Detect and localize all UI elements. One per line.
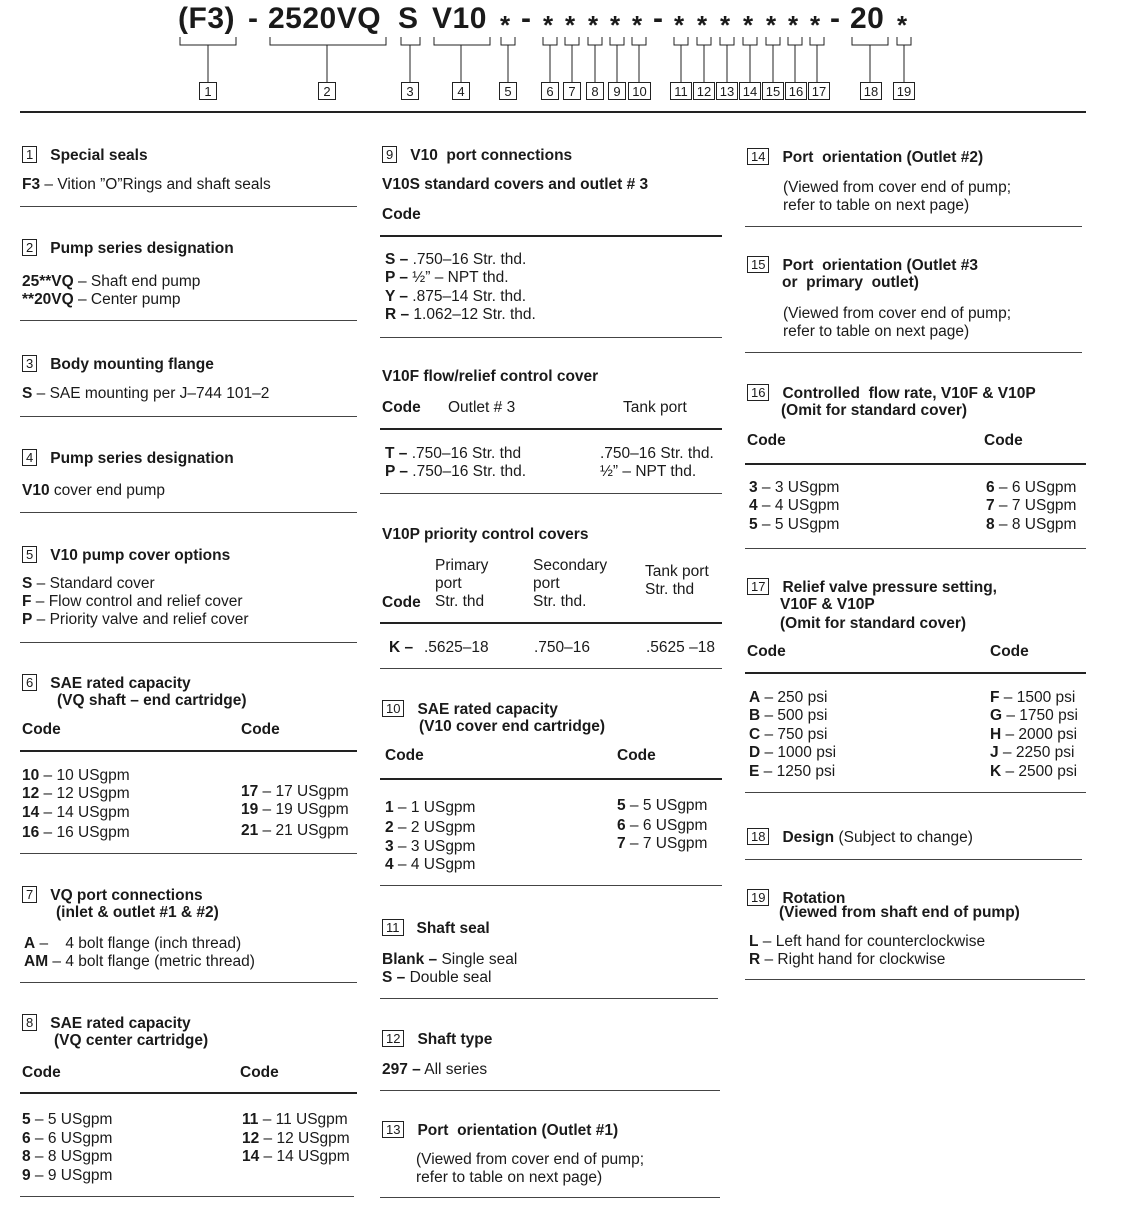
pressure-row: E – 1250 psi [749,763,836,780]
v10f-tank-cell: ½” – NPT thd. [600,463,697,480]
code-star-19: * [897,10,908,40]
code-star-7: * [565,10,576,40]
section-title-pump-series-2: 4 Pump series designation [22,449,234,468]
capacity-row: 5 – 5 USgpm [617,797,708,814]
column-header-code: Code [382,399,421,416]
section-subtitle: (Omit for standard cover) [780,615,967,632]
v10-port-row: S – .750–16 Str. thd. [385,251,527,268]
capacity-row: 6 – 6 USgpm [22,1130,113,1147]
v10p-header-tank: Str. thd [645,581,695,598]
v10p-header-primary: port [435,575,462,592]
section-divider [745,352,1082,353]
column-header-code: Code [241,721,280,738]
section-divider [20,853,357,854]
position-box-4: 4 [452,82,470,100]
position-box-12: 12 [693,82,715,100]
position-box-13: 13 [716,82,738,100]
section-number-box: 3 [22,355,37,372]
cover-option-row: F – Flow control and relief cover [22,593,243,610]
code-star-12: * [697,10,708,40]
column-header-code: Code [382,594,421,611]
position-box-17: 17 [808,82,830,100]
section-divider [380,337,722,338]
section-subtitle: (VQ center cartridge) [54,1032,209,1049]
table-header-rule [20,750,357,752]
column-header-code: Code [990,643,1029,660]
section-title-port-orientation-1: 13 Port orientation (Outlet #1) [382,1121,618,1140]
column-header-code: Code [617,747,656,764]
capacity-row: 21 – 21 USgpm [241,822,349,839]
code-dash: - [521,2,531,35]
pressure-row: D – 1000 psi [749,744,837,761]
position-box-6: 6 [541,82,559,100]
code-star-5: * [500,10,511,40]
section-title-v10-capacity: 10 SAE rated capacity [382,700,558,719]
section-number-box: 7 [22,886,37,903]
position-box-2: 2 [318,82,336,100]
flow-rate-row: 7 – 7 USgpm [986,497,1077,514]
capacity-row: 14 – 14 USgpm [22,804,130,821]
column-header-code: Code [22,1064,61,1081]
position-box-5: 5 [499,82,517,100]
position-box-19: 19 [893,82,915,100]
code-star-10: * [632,10,643,40]
flow-rate-row: 5 – 5 USgpm [749,516,840,533]
table-header-rule [380,778,722,780]
section-number-box: 6 [22,674,37,691]
section-divider [380,998,718,999]
code-star-14: * [743,10,754,40]
shaft-type-line: 297 – All series [382,1061,488,1078]
code-dash: - [248,2,258,35]
cover-option-row: S – Standard cover [22,575,155,592]
v10p-row-code: K – [389,639,414,656]
section-divider [745,792,1086,793]
section-number-box: 11 [382,919,404,936]
v10-port-row: Y – .875–14 Str. thd. [385,288,527,305]
capacity-row: 1 – 1 USgpm [385,799,476,816]
column-header-tank: Tank port [623,399,687,416]
code-star-6: * [543,10,554,40]
section-subtitle: V10F & V10P [780,596,875,613]
section-title-port-orientation-2: 14 Port orientation (Outlet #2) [747,148,983,167]
pump-series-v10-line: V10 cover end pump [22,482,166,499]
code-segment-series: 2520VQ [268,2,382,35]
capacity-row: 10 – 10 USgpm [22,767,130,784]
section-number-box: 13 [382,1121,404,1138]
table-header-rule [745,463,1086,465]
pressure-row: G – 1750 psi [990,707,1078,724]
code-segment-v10: V10 [432,2,487,35]
section-title-vq-ports: 7 VQ port connections [22,886,203,905]
position-box-11: 11 [670,82,692,100]
code-star-15: * [766,10,777,40]
pressure-row: B – 500 psi [749,707,828,724]
code-star-8: * [588,10,599,40]
capacity-row: 12 – 12 USgpm [22,785,130,802]
position-box-7: 7 [563,82,581,100]
code-star-9: * [610,10,621,40]
section-divider [745,226,1082,227]
section-number-box: 15 [747,256,769,273]
body-flange-line: S – SAE mounting per J–744 101–2 [22,385,270,402]
section-number-box: 17 [747,578,769,595]
v10p-header-secondary: Str. thd. [533,593,587,610]
capacity-row: 17 – 17 USgpm [241,783,349,800]
capacity-row: 19 – 19 USgpm [241,801,349,818]
pump-series-line-2: **20VQ – Center pump [22,291,181,308]
section-number-box: 10 [382,700,404,717]
section-divider [380,668,722,669]
section-number-box: 12 [382,1030,404,1047]
pressure-row: K – 2500 psi [990,763,1078,780]
section-subtitle: (Viewed from shaft end of pump) [779,904,1020,921]
section-title-relief-pressure: 17 Relief valve pressure setting, [747,578,997,597]
table-header-rule [380,622,722,624]
vq-port-row: A – 4 bolt flange (inch thread) [24,935,242,952]
port-orientation-note: (Viewed from cover end of pump; [416,1151,645,1168]
pressure-row: F – 1500 psi [990,689,1076,706]
section-number-box: 14 [747,148,769,165]
port-orientation-note: refer to table on next page) [783,197,970,214]
code-star-13: * [720,10,731,40]
header-divider [20,111,1086,113]
section-title-design: 18 Design (Subject to change) [747,828,973,847]
flow-rate-row: 8 – 8 USgpm [986,516,1077,533]
section-number-box: 1 [22,146,37,163]
v10s-subtitle: V10S standard covers and outlet # 3 [382,176,649,193]
pressure-row: H – 2000 psi [990,726,1078,743]
section-number-box: 8 [22,1014,37,1031]
code-star-11: * [674,10,685,40]
column-header-code: Code [747,432,786,449]
v10p-header-secondary: port [533,575,560,592]
pressure-row: C – 750 psi [749,726,828,743]
capacity-row: 7 – 7 USgpm [617,835,708,852]
section-title-vq-center-capacity: 8 SAE rated capacity [22,1014,191,1033]
section-divider [20,1196,354,1197]
section-divider [20,416,357,417]
v10p-header-primary: Primary [435,557,489,574]
v10f-row: T – .750–16 Str. thd [385,445,522,462]
position-box-9: 9 [608,82,626,100]
v10p-header-primary: Str. thd [435,593,485,610]
code-segment-f3: (F3) [178,2,235,35]
section-title-port-orientation-3: 15 Port orientation (Outlet #3 [747,256,978,275]
position-box-14: 14 [739,82,761,100]
section-title-v10-ports: 9 V10 port connections [382,146,572,165]
section-divider [20,642,357,643]
position-box-3: 3 [401,82,419,100]
section-title-shaft-seal: 11 Shaft seal [382,919,490,938]
position-box-18: 18 [860,82,882,100]
position-box-8: 8 [586,82,604,100]
section-title-pump-series: 2 Pump series designation [22,239,234,258]
section-divider [20,206,357,207]
section-divider [20,982,357,983]
section-number-box: 5 [22,546,37,563]
capacity-row: 6 – 6 USgpm [617,817,708,834]
vq-port-row: AM – 4 bolt flange (metric thread) [24,953,255,970]
code-dash: - [653,2,663,35]
position-box-1: 1 [199,82,217,100]
pump-series-line-1: 25**VQ – Shaft end pump [22,273,201,290]
section-divider [20,320,357,321]
section-subtitle: (V10 cover end cartridge) [419,718,606,735]
section-title-vq-shaft-capacity: 6 SAE rated capacity [22,674,191,693]
section-number-box: 18 [747,828,769,845]
port-orientation-note: refer to table on next page) [416,1169,603,1186]
rotation-row: R – Right hand for clockwise [749,951,946,968]
section-number-box: 16 [747,384,769,401]
section-title-shaft-type: 12 Shaft type [382,1030,492,1049]
section-subtitle: (VQ shaft – end cartridge) [57,692,247,709]
table-header-rule [20,1092,357,1094]
column-header-outlet: Outlet # 3 [448,399,516,416]
table-header-rule [745,672,1086,674]
special-seals-line: F3 – Vition ”O”Rings and shaft seals [22,176,271,193]
pressure-row: A – 250 psi [749,689,828,706]
position-box-16: 16 [785,82,807,100]
capacity-row: 11 – 11 USgpm [242,1111,348,1128]
capacity-row: 3 – 3 USgpm [385,838,476,855]
code-star-16: * [788,10,799,40]
flow-rate-row: 3 – 3 USgpm [749,479,840,496]
section-divider [20,512,357,513]
section-divider [380,1090,720,1091]
code-segment-flange: S [398,2,419,35]
v10f-title: V10F flow/relief control cover [382,368,599,385]
section-divider [745,859,1082,860]
capacity-row: 9 – 9 USgpm [22,1167,113,1184]
port-orientation-note: refer to table on next page) [783,323,970,340]
v10p-header-secondary: Secondary [533,557,608,574]
capacity-row: 8 – 8 USgpm [22,1148,113,1165]
section-number-box: 9 [382,146,397,163]
section-divider [745,548,1086,549]
code-dash: - [830,2,840,35]
capacity-row: 4 – 4 USgpm [385,856,476,873]
position-box-15: 15 [762,82,784,100]
capacity-row: 12 – 12 USgpm [242,1130,350,1147]
section-number-box: 2 [22,239,37,256]
shaft-seal-row: Blank – Single seal [382,951,518,968]
capacity-row: 16 – 16 USgpm [22,824,130,841]
section-number-box: 4 [22,449,37,466]
table-header-rule [380,235,722,237]
v10-port-row: R – 1.062–12 Str. thd. [385,306,536,323]
column-header-code: Code [240,1064,279,1081]
v10p-cell: .5625–18 [424,639,489,656]
v10p-title: V10P priority control covers [382,526,589,543]
code-segment-design: 20 [850,2,885,35]
section-title-flow-rate: 16 Controlled flow rate, V10F & V10P [747,384,1036,403]
port-orientation-note: (Viewed from cover end of pump; [783,305,1012,322]
table-header-rule [380,428,722,430]
code-star-17: * [810,10,821,40]
section-title-cover-options: 5 V10 pump cover options [22,546,230,565]
section-divider [745,979,1085,980]
column-header-code: Code [747,643,786,660]
v10p-header-tank: Tank port [645,563,709,580]
model-code-header [0,0,1140,112]
pressure-row: J – 2250 psi [990,744,1075,761]
section-title-special-seals: 1 Special seals [22,146,148,165]
port-orientation-note: (Viewed from cover end of pump; [783,179,1012,196]
flow-rate-row: 4 – 4 USgpm [749,497,840,514]
capacity-row: 2 – 2 USgpm [385,819,476,836]
section-divider [380,493,722,494]
section-subtitle: (Omit for standard cover) [781,402,968,419]
column-header-code: Code [385,747,424,764]
section-subtitle: or primary outlet) [782,274,919,291]
v10p-cell: .750–16 [534,639,591,656]
v10-port-row: P – ½” – NPT thd. [385,269,509,286]
column-header-code: Code [22,721,61,738]
shaft-seal-row: S – Double seal [382,969,492,986]
v10f-tank-cell: .750–16 Str. thd. [600,445,714,462]
flow-rate-row: 6 – 6 USgpm [986,479,1077,496]
capacity-row: 14 – 14 USgpm [242,1148,350,1165]
capacity-row: 5 – 5 USgpm [22,1111,113,1128]
section-title-body-flange: 3 Body mounting flange [22,355,214,374]
cover-option-row: P – Priority valve and relief cover [22,611,249,628]
position-box-10: 10 [628,82,651,100]
v10p-cell: .5625 –18 [646,639,715,656]
section-divider [380,885,722,886]
v10f-row: P – .750–16 Str. thd. [385,463,527,480]
column-header-code: Code [382,206,421,223]
section-title-rotation: 19 Rotation [747,889,845,908]
section-number-box: 19 [747,889,769,906]
section-divider [380,1197,720,1198]
column-header-code: Code [984,432,1023,449]
rotation-row: L – Left hand for counterclockwise [749,933,986,950]
section-subtitle: (inlet & outlet #1 & #2) [56,904,219,921]
